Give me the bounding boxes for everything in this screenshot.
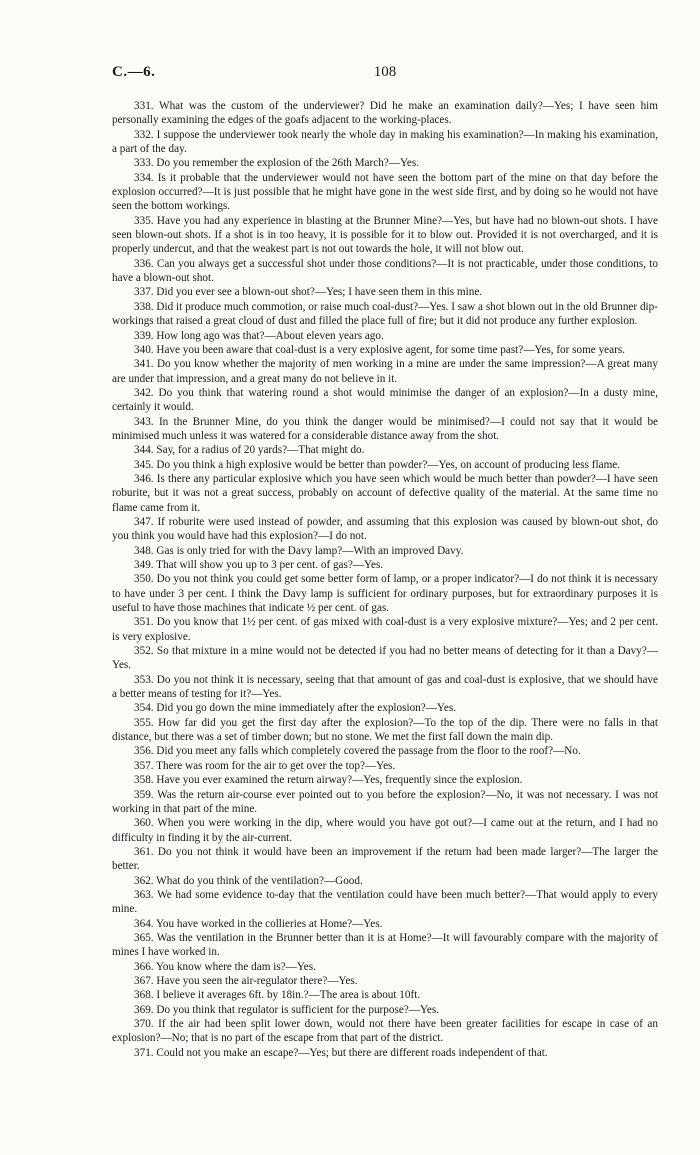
page-number: 108 — [373, 64, 397, 80]
question-answer-paragraph: 361. Do you not think it would have been an improvement if the return had been made larger?—The larger the better. — [112, 845, 658, 873]
question-answer-paragraph: 333. Do you remember the explosion of the 26th March?—Yes. — [134, 157, 420, 170]
question-answer-paragraph: 344. Say, for a radius of 20 yards?—That might do. — [134, 444, 365, 457]
question-answer-paragraph: 331. What was the custom of the underviewer? Did he make an examination daily?—Yes; I have seen him personally examining the edges of the goafs adjacent to the working-places. — [112, 100, 658, 127]
question-answer-paragraph: 355. How far did you get the first day after the explosion?—To the top of the dip. There were no falls in that distance, but there was a set of timber down; but no stone. We met the first fall down the main dip. — [112, 716, 658, 744]
question-answer-paragraph: 359. Was the return air-course ever pointed out to you before the explosion?—No, it was not necessary. I was not working in that part of the mine. — [112, 788, 658, 815]
question-answer-paragraph: 350. Do you not think you could get some better form of lamp, or a proper indicator?—I do not think it is necessary to have under 3 per cent. I think the Davy lamp is sufficient for ordinary purposes, but for extraordinary purposes it is useful to have those machines that indicate ½ per cent. of gas. — [112, 573, 658, 615]
evidence-text — [112, 99, 658, 1060]
question-answer-paragraph: 366. You know where the dam is?—Yes. — [134, 960, 316, 973]
question-answer-paragraph: 371. Could not you make an escape?—Yes; but there are different roads independent of that. — [134, 1046, 548, 1059]
question-answer-paragraph: 353. Do you not think it is necessary, seeing that that amount of gas and coal-dust is explosive, that we should have a better means of testing for it?—Yes. — [112, 673, 658, 701]
question-answer-paragraph: 363. We had some evidence to-day that the ventilation could have been much better?—That would apply to every mine. — [112, 888, 658, 916]
question-answer-paragraph: 340. Have you been aware that coal-dust is a very explosive agent, for some time past?—Yes, for some years. — [134, 343, 625, 356]
question-answer-paragraph: 332. I suppose the underviewer took nearly the whole day in making his examination?—In making his examination, a part of the day. — [112, 128, 658, 156]
question-answer-paragraph: 349. That will show you up to 3 per cent. of gas?—Yes. — [134, 559, 384, 571]
question-answer-paragraph: 337. Did you ever see a blown-out shot?—Yes; I have seen them in this mine. — [134, 286, 483, 299]
question-answer-paragraph: 357. There was room for the air to get over the top?—Yes. — [134, 759, 396, 772]
question-answer-paragraph: 364. You have worked in the collieries at Home?—Yes. — [134, 917, 383, 930]
question-answer-paragraph: 345. Do you think a high explosive would be better than powder?—Yes, on account of producing less flame. — [134, 458, 621, 471]
question-answer-paragraph: 358. Have you ever examined the return airway?—Yes, frequently since the explosion. — [134, 774, 523, 787]
question-answer-paragraph: 368. I believe it averages 6ft. by 18in.?—The area is about 10ft. — [134, 989, 421, 1002]
question-answer-paragraph: 342. Do you think that watering round a shot would minimise the danger of an explosion?—In a dusty mine, certainly it would. — [112, 386, 658, 414]
question-answer-paragraph: 370. If the air had been split lower down, would not there have been greater facilities for escape in case of an explosion?—No; that is no part of the escape from that part of the district. — [112, 1018, 658, 1045]
question-answer-paragraph: 341. Do you know whether the majority of men working in a mine are under the same impression?—A great many are under that impression, and a great many do not believe in it. — [112, 358, 658, 385]
question-answer-paragraph: 351. Do you know that 1½ per cent. of gas mixed with coal-dust is a very explosive mixture?—Yes; and 2 per cent. is very explosive. — [112, 616, 658, 643]
question-answer-paragraph: 367. Have you seen the air-regulator there?—Yes. — [134, 974, 358, 987]
document-id: C.—6. — [112, 64, 156, 80]
question-answer-paragraph: 335. Have you had any experience in blasting at the Brunner Mine?—Yes, but have had no blown-out shots. I have seen blown-out shots. If a shot is in too heavy, it is possible for it to blow out. Provided it is not overcharged, and it is properly undercut, and that the weakest part is not out towards the hole, it will not blow out. — [112, 214, 658, 256]
question-answer-paragraph: 338. Did it produce much commotion, or raise much coal-dust?—Yes. I saw a shot blown out in the old Brunner dip-workings that raised a great cloud of dust and filled the place full of fire; but it did not produce any further explosion. — [112, 300, 658, 328]
question-answer-paragraph: 346. Is there any particular explosive which you have seen which would be much better than powder?—I have seen roburite, but it was not a great success, probably on account of defective quality of the material. At the same time no flame came from it. — [112, 472, 658, 514]
page-header — [112, 64, 658, 82]
question-answer-paragraph: 352. So that mixture in a mine would not be detected if you had no better means of detecting for it than a Davy?—Yes. — [112, 645, 658, 672]
question-answer-paragraph: 347. If roburite were used instead of powder, and assuming that this explosion was caused by blown-out shot, do you think you would have had this explosion?—I do not. — [112, 515, 658, 543]
question-answer-paragraph: 339. How long ago was that?—About eleven years ago. — [134, 329, 384, 342]
question-answer-paragraph: 362. What do you think of the ventilation?—Good. — [134, 874, 363, 887]
question-answer-paragraph: 365. Was the ventilation in the Brunner better than it is at Home?—It will favourably compare with the majority of mines I have worked in. — [112, 931, 658, 959]
question-answer-paragraph: 354. Did you go down the mine immediately after the explosion?—Yes. — [134, 702, 457, 715]
question-answer-paragraph: 348. Gas is only tried for with the Davy lamp?—With an improved Davy. — [134, 544, 464, 557]
question-answer-paragraph: 334. Is it probable that the underviewer would not have seen the bottom part of the mine on that day before the explosion occurred?—It is just possible that he might have gone in the west side first, and by doing so he would not have seen the bottom workings. — [112, 171, 658, 213]
question-answer-paragraph: 336. Can you always get a successful shot under those conditions?—It is not practicable, under those conditions, to have a blown-out shot. — [112, 257, 658, 285]
question-answer-paragraph: 343. In the Brunner Mine, do you think the danger would be minimised?—I could not say that it would be minimised much unless it was watered for a considerable distance away from the shot. — [112, 415, 658, 442]
question-answer-paragraph: 356. Did you meet any falls which completely covered the passage from the floor to the roof?—No. — [134, 745, 581, 758]
question-answer-paragraph: 369. Do you think that regulator is sufficient for the purpose?—Yes. — [134, 1003, 440, 1016]
question-answer-paragraph: 360. When you were working in the dip, where would you have got out?—I came out at the return, and I had no difficulty in finding it by the air-current. — [112, 817, 658, 844]
